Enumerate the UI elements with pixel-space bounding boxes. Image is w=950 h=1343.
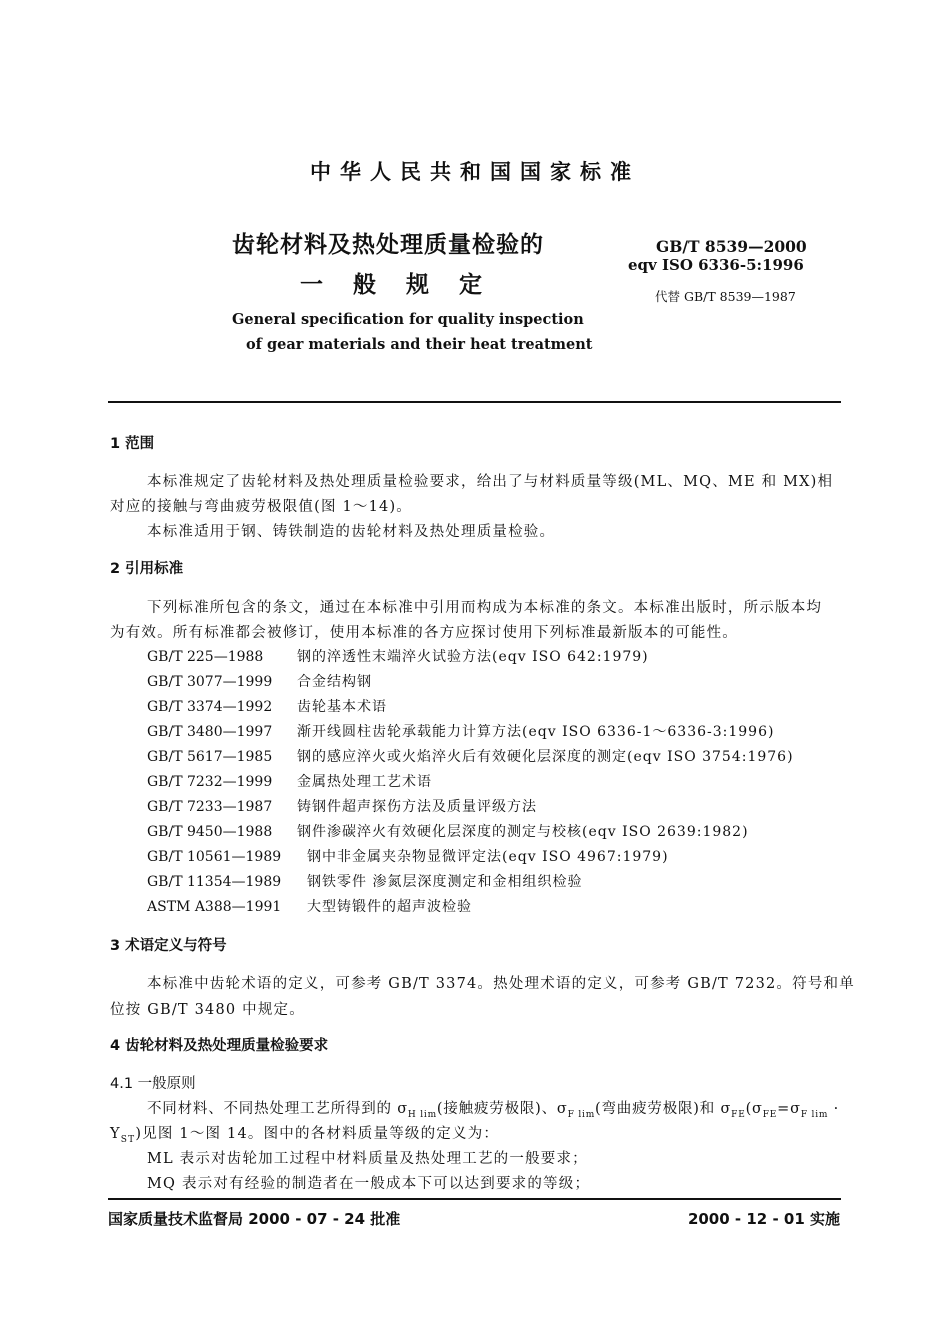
reference-item: [147, 746, 794, 766]
section-3-p1-line2: 位按 GB/T 3480 中规定。: [110, 1002, 305, 1018]
reference-code: ASTM A388—1991: [147, 899, 282, 915]
reference-item: [147, 896, 472, 916]
section-4-1-heading: 4.1 一般原则: [110, 1076, 196, 1092]
reference-title: 合金结构钢: [297, 674, 372, 690]
reference-code: GB/T 7233—1987: [147, 799, 273, 815]
section-4-1-ml-definition: ML 表示对齿轮加工过程中材料质量及热处理工艺的一般要求；: [147, 1151, 588, 1167]
section-1-p2: 本标准适用于钢、铸铁制造的齿轮材料及热处理质量检验。: [147, 524, 556, 540]
section-1-p1-line1: 本标准规定了齿轮材料及热处理质量检验要求，给出了与材料质量等级(ML、MQ、ME 和 MX)相: [147, 474, 834, 490]
section-4-1-mq-definition: MQ 表示对有经验的制造者在一般成本下可以达到要求的等级；: [147, 1176, 591, 1192]
section-2-heading: 2 引用标准: [110, 561, 184, 577]
title-cn-line1: 齿轮材料及热处理质量检验的: [232, 231, 544, 258]
section-4-1-p1-line2: $Y_{ST}$)见图 1～图 14。图中的各材料质量等级的定义为：: [110, 1126, 500, 1145]
reference-code: GB/T 9450—1988: [147, 824, 273, 840]
reference-title: 钢的感应淬火或火焰淬火后有效硬化层深度的测定(eqv ISO 3754:1976): [297, 749, 794, 765]
section-3-p1-line1: 本标准中齿轮术语的定义，可参考 GB/T 3374。热处理术语的定义，可参考 GB/T 7232。符号和单: [147, 976, 855, 992]
reference-code: GB/T 10561—1989: [147, 849, 282, 865]
reference-code: GB/T 11354—1989: [147, 874, 282, 890]
title-cn-line2: 一般规定: [300, 271, 512, 298]
standard-code: GB/T 8539—2000: [656, 237, 807, 256]
reference-item: [147, 721, 774, 741]
reference-item: [147, 871, 582, 891]
reference-code: GB/T 3077—1999: [147, 674, 273, 690]
reference-title: 渐开线圆柱齿轮承载能力计算方法(eqv ISO 6336-1～6336-3:1996): [297, 724, 775, 740]
section-4-1-p1-line1: 不同材料、不同热处理工艺所得到的 $\sigma_{H lim}$(接触疲劳极限)、$\sigma_{F lim}$(弯曲疲劳极限)和 $\sigma_{FE}(\sigma_{FE}=\sigma_{F lim}$ ·: [147, 1101, 840, 1120]
reference-title: 钢铁零件 渗氮层深度测定和金相组织检验: [307, 874, 583, 890]
section-2-p1-line1: 下列标准所包含的条文，通过在本标准中引用而构成为本标准的条文。本标准出版时，所示版本均: [147, 600, 823, 616]
reference-item: [147, 821, 749, 841]
section-1-p1-line2: 对应的接触与弯曲疲劳极限值(图 1～14)。: [110, 499, 412, 515]
approval-date: 国家质量技术监督局 2000 - 07 - 24 批准: [108, 1210, 401, 1228]
reference-item: [147, 771, 432, 791]
section-1-heading: 1 范围: [110, 436, 155, 452]
section-2-p1-line2: 为有效。所有标准都会被修订，使用本标准的各方应探讨使用下列标准最新版本的可能性。: [110, 625, 738, 641]
reference-item: [147, 796, 537, 816]
section-4-heading: 4 齿轮材料及热处理质量检验要求: [110, 1038, 329, 1054]
header-divider: [108, 401, 841, 403]
reference-code: GB/T 3374—1992: [147, 699, 273, 715]
reference-title: 铸钢件超声探伤方法及质量评级方法: [297, 799, 537, 815]
title-en-line2: of gear materials and their heat treatment: [246, 336, 593, 353]
national-standard-label: 中华人民共和国国家标准: [310, 159, 640, 184]
reference-item: [147, 671, 372, 691]
implementation-date: 2000 - 12 - 01 实施: [687, 1210, 840, 1228]
section-3-heading: 3 术语定义与符号: [110, 938, 227, 954]
reference-title: 钢中非金属夹杂物显微评定法(eqv ISO 4967:1979): [307, 849, 669, 865]
replaces-standard: 代替 GB/T 8539—1987: [655, 289, 796, 304]
title-en-line1: General specification for quality inspection: [232, 311, 584, 328]
reference-code: GB/T 3480—1997: [147, 724, 273, 740]
reference-title: 齿轮基本术语: [297, 699, 387, 715]
footer-divider: [108, 1198, 841, 1200]
reference-code: GB/T 225—1988: [147, 649, 264, 665]
equivalent-standard: eqv ISO 6336-5:1996: [628, 256, 804, 274]
reference-title: 大型铸锻件的超声波检验: [307, 899, 472, 915]
reference-code: GB/T 5617—1985: [147, 749, 273, 765]
reference-title: 钢的淬透性末端淬火试验方法(eqv ISO 642:1979): [297, 649, 649, 665]
reference-item: [147, 846, 669, 866]
reference-code: GB/T 7232—1999: [147, 774, 273, 790]
reference-item: [147, 646, 649, 666]
reference-title: 金属热处理工艺术语: [297, 774, 432, 790]
reference-title: 钢件渗碳淬火有效硬化层深度的测定与校核(eqv ISO 2639:1982): [297, 824, 749, 840]
reference-item: [147, 696, 387, 716]
